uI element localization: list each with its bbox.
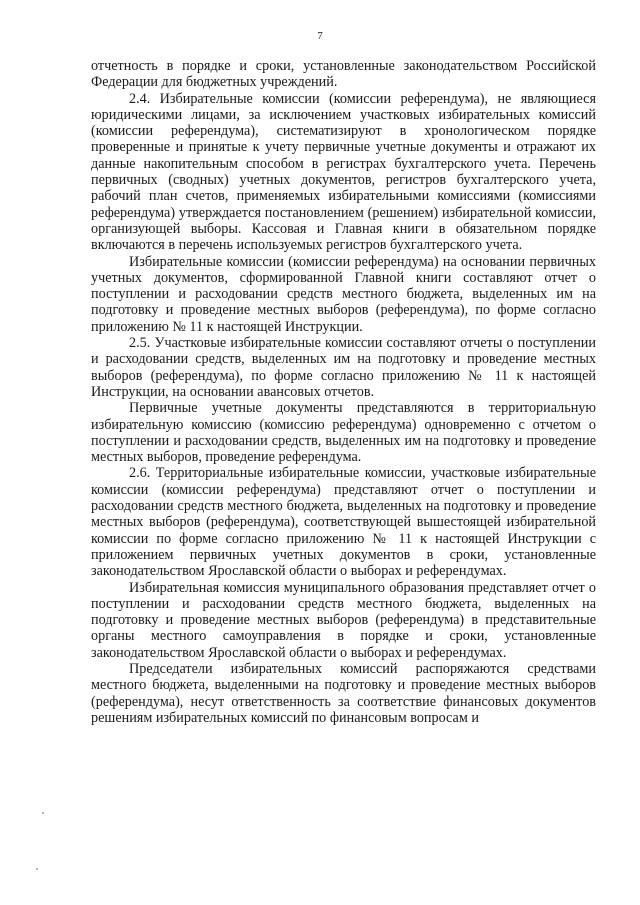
page-number: 7	[317, 30, 323, 42]
paragraph-chairmen: Председатели избирательных комиссий распоряжаются средствами местного бюджета, выделенными на подготовку и проведение местных выборов (референдума), несут ответственность за соответствие финансовых документов решениям избирательных комиссий по финансовым вопросам и	[91, 660, 596, 726]
scan-speck	[42, 812, 44, 814]
paragraph-report-commissions: Избирательные комиссии (комиссии референдума) на основании первичных учетных документов, сформированной Главной книги составляют отчет о поступлении и расходовании средств местного бюджета, выделенных им на подготовку и проведение местных выборов (референдума), по форме согласно приложению № 11 к настоящей Инструкции.	[91, 253, 596, 335]
paragraph-continuation: отчетность в порядке и сроки, установленные законодательством Российской Федерации для бюджетных учреждений.	[91, 58, 596, 91]
paragraph-primary-documents: Первичные учетные документы представляются в территориальную избирательную комиссию (комиссию референдума) одновременно с отчетом о поступлении и расходовании средств, выделенных им на подготовку и проведение местных выборов, проведение референдума.	[91, 400, 596, 466]
document-body	[91, 58, 596, 726]
paragraph-2-5: 2.5. Участковые избирательные комиссии составляют отчеты о поступлении и расходовании средств, выделенных им на подготовку и проведение местных выборов (референдума), по форме согласно приложению № 11 к настоящей Инструкции, на основании авансовых отчетов.	[91, 335, 596, 400]
paragraph-2-4: 2.4. Избирательные комиссии (комиссии референдума), не являющиеся юридическими лицами, за исключением участковых избирательных комиссий (комиссии референдума), систематизируют в хронологическом порядке проверенные и принятые к учету первичные учетные документы и отражают их данные накопительным способом в регистрах бухгалтерского учета. Перечень первичных (сводных) учетных документов, регистров бухгалтерского учета, рабочий план счетов, применяемых избирательными комиссиями (комиссиями референдума) утверждается постановлением (решением) избирательной комиссии, организующей выборы. Кассовая и Главная книги в обязательном порядке включаются в перечень используемых регистров бухгалтерского учета.	[91, 90, 596, 254]
paragraph-2-6: 2.6. Территориальные избирательные комиссии, участковые избирательные комиссии (комиссии референдума) представляют отчет о поступлении и расходовании средств местного бюджета, выделенных на подготовку и проведение местных выборов (референдума), соответствующей вышестоящей избирательной комиссии по форме согласно приложению № 11 к настоящей Инструкции с приложением первичных учетных документов в сроки, установленные законодательством Ярославской области о выборах и референдумах.	[91, 465, 596, 580]
paragraph-municipal-commission: Избирательная комиссия муниципального образования представляет отчет о поступлении и расходовании средств местного бюджета, выделенных на подготовку и проведение местных выборов (референдума) в представительные органы местного самоуправления в порядке и сроки, установленные законодательством Ярославской области о выборах и референдумах.	[91, 579, 596, 661]
scan-speck	[36, 868, 38, 870]
